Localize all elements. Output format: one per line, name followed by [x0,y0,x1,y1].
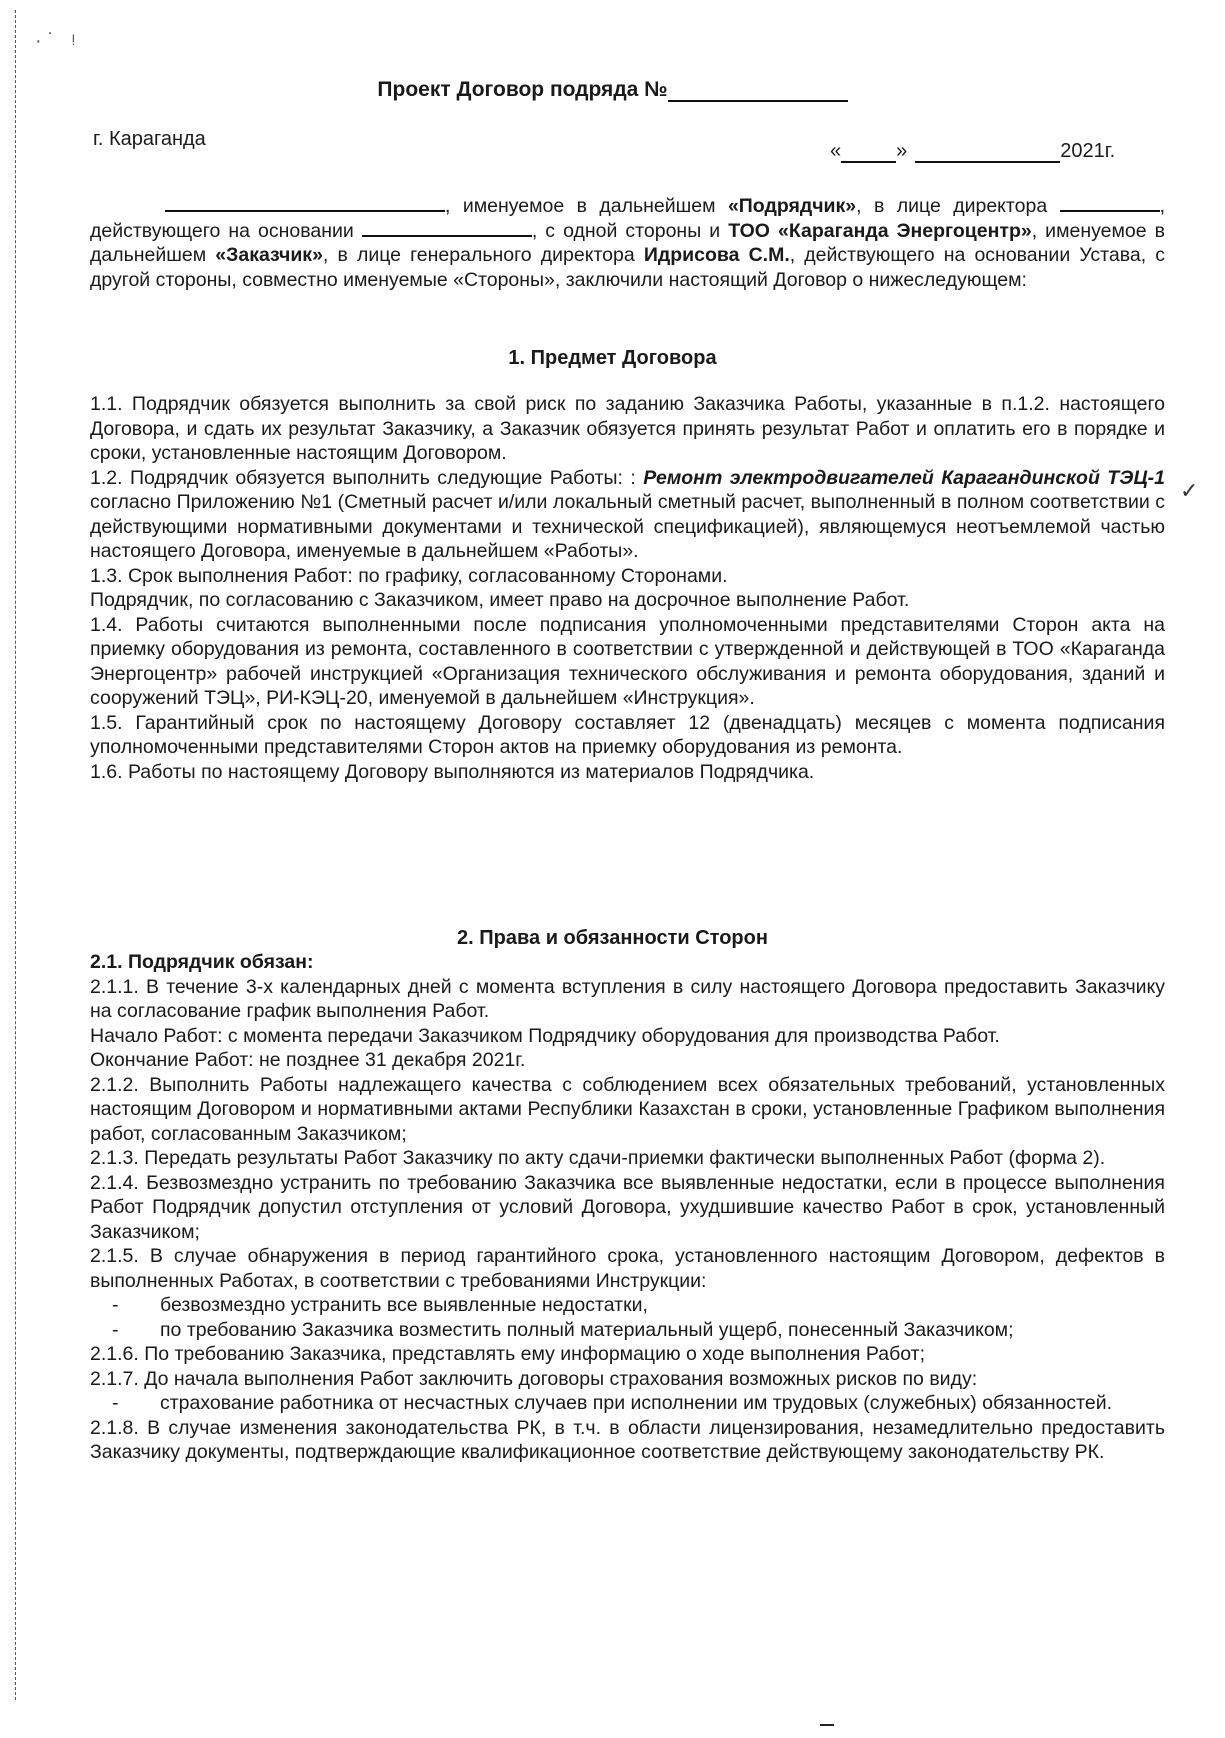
clause-1-3-note: Подрядчик, по согласованию с Заказчиком, имеет право на досрочное выполнение Работ. [90,589,910,611]
works-subject: Ремонт электродвигателей Карагандинской ТЭЦ-1 [643,466,1165,489]
preamble-text: , именуемое в дальнейшем [90,219,1165,266]
section-1-body [90,392,1165,784]
works-start: Начало Работ: с момента передачи Заказчиком Подрядчику оборудования для производства Работ. [90,1024,1000,1047]
clause-2-1-1: 2.1.1. В течение 3-х календарных дней с момента вступления в силу настоящего Договора предоставить Заказчику на согласование график выполнения Работ. [90,975,1165,1022]
preamble-text: , в лице генерального директора [322,244,644,266]
clause-text: 1.2. Подрядчик обязуется выполнить следующие Работы: : [90,466,644,489]
clause-2-1-2: 2.1.2. Выполнить Работы надлежащего качества с соблюдением всех обязательных требований, установленных настоящим Договором и нормативными актами Республики Казахстан в сроки, установленные Графиком выполнения работ, согласованным Заказчиком; [90,1073,1165,1145]
contract-date [830,140,1115,163]
preamble-text: , с одной стороны и [531,219,729,242]
bullet-item: - по требованию Заказчика возместить полный материальный ущерб, понесенный Заказчиком; [90,1318,1165,1343]
preamble-text: , в лице директора [856,195,1060,217]
bullet-item: - страхование работника от несчастных случаев при исполнении им трудовых (служебных) обязанностей. [90,1391,1165,1416]
footer-dash [820,1724,834,1726]
clause-2-1-7: 2.1.7. До начала выполнения Работ заключить договоры страхования возможных рисков по виду: [90,1367,978,1390]
clause-1-6: 1.6. Работы по настоящему Договору выполняются из материалов Подрядчика. [90,760,815,783]
preamble-text: , именуемое в дальнейшем [445,195,728,217]
date-year: 2021г. [1060,140,1116,162]
basis-blank [362,219,532,237]
clause-2-1-8: 2.1.8. В случае изменения законодательства РК, в т.ч. в области лицензирования, незамедлительно предоставить Заказчику документы, подтверждающие квалификационное соответствие действующему законодательству РК. [90,1416,1165,1463]
city-label: г. Караганда [93,128,206,150]
scan-margin-line [15,10,16,1700]
scan-specks: ·˙ ᵎ [35,30,82,52]
day-blank [841,145,896,163]
clause-1-5: 1.5. Гарантийный срок по настоящему Договору составляет 12 (двенадцать) месяцев с момента подписания уполномоченными представителями Сторон актов на приемку оборудования из ремонта. [90,711,1165,758]
clause-2-1-4: 2.1.4. Безвозмездно устранить по требованию Заказчика все выявленные недостатки, если в процессе выполнения Работ Подрядчик допустил отступления от условий Договора, ухудшившие качество Работ в срок, установленный Заказчиком; [90,1171,1165,1243]
customer-org: ТОО «Караганда Энергоцентр» [728,219,1032,242]
clause-text: согласно Приложению №1 (Сметный расчет и/или локальный сметный расчет, выполненный в полном соответствии с действующими нормативными документами и технической спецификацией), являющемуся неотъемлемой частью настоящего Договора, именуемые в дальнейшем «Работы». [90,491,1165,562]
bullet-item: - безвозмездно устранить все выявленные недостатки, [90,1293,1165,1318]
works-end: Окончание Работ: не позднее 31 декабря 2021г. [90,1049,526,1071]
preamble-text: , действующего на основании Устава, с другой стороны, совместно именуемые «Стороны», заключили настоящий Договор о нижеследующем: [90,244,1165,291]
customer-term: «Заказчик» [215,244,323,266]
contract-title-text: Проект Договор подряда № [377,78,668,101]
clause-1-3: 1.3. Срок выполнения Работ: по графику, согласованному Сторонами. [90,564,728,587]
director-name: Идрисова С.М. [643,244,790,266]
checkmark-icon: ✓ [1180,478,1199,503]
clause-2-1-3: 2.1.3. Передать результаты Работ Заказчику по акту сдачи-приемки фактически выполненных Работ (форма 2). [90,1147,1106,1169]
date-open-quote: « [830,140,842,162]
section-1-heading: 1. Предмет Договора [508,347,717,369]
contract-number-blank [668,82,848,102]
clause-2-1-5: 2.1.5. В случае обнаружения в период гарантийного срока, установленного настоящим Договором, дефектов в выполненных Работах, в соответствии с требованиями Инструкции: [90,1245,1165,1292]
section-2-body [90,950,1165,1465]
director-name-blank [1060,194,1160,212]
section-2-heading: 2. Права и обязанности Сторон [457,927,768,949]
clause-1-2 [90,466,1165,564]
preamble [90,194,1165,292]
clause-1-1: 1.1. Подрядчик обязуется выполнить за свой риск по заданию Заказчика Работы, указанные в п.1.2. настоящего Договора, и сдать их результат Заказчику, а Заказчик обязуется принять результат Работ и оплатить его в порядке и сроки, установленные настоящим Договором. [90,393,1165,464]
clause-2-1-6: 2.1.6. По требованию Заказчика, представлять ему информацию о ходе выполнения Работ; [90,1343,926,1365]
contractor-name-blank [165,194,445,212]
date-close-quote: » [896,140,908,162]
month-blank [915,145,1060,163]
contract-title [0,78,1225,102]
clause-1-4: 1.4. Работы считаются выполненными после подписания уполномоченными представителями Сторон акта на приемку оборудования из ремонта, составленного в соответствии с утвержденной и действующей в ТОО «Караганда Энергоцентр» рабочей инструкцией «Организация технического обслуживания и ремонта оборудования, зданий и сооружений ТЭЦ», РИ-КЭЦ-20, именуемой в дальнейшем «Инструкция». [90,613,1165,709]
subsection-2-1: 2.1. Подрядчик обязан: [90,951,314,973]
contractor-term: «Подрядчик» [727,195,857,217]
preamble-text: , действующего на основании [90,195,1165,242]
